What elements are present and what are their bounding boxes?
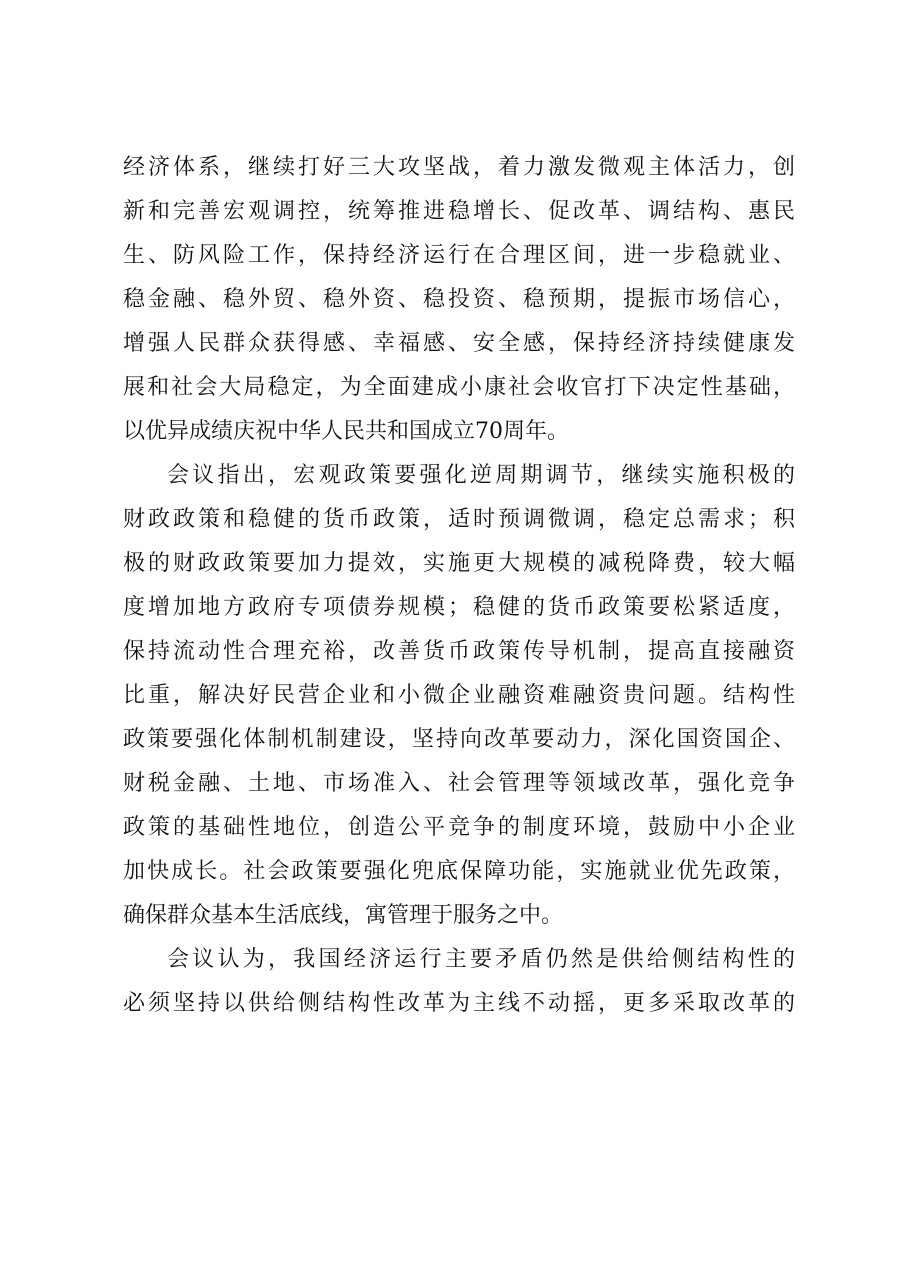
- text-line: 政策要强化体制机制建设，坚持向改革要动力，深化国资国企、: [123, 727, 795, 752]
- paragraph-2: [123, 454, 795, 938]
- text-line: 度增加地方政府专项债券规模；稳健的货币政策要松紧适度，: [123, 595, 795, 620]
- text-line: 加快成长。社会政策要强化兜底保障功能，实施就业优先政策，: [123, 859, 795, 884]
- text-line: 生、防风险工作，保持经济运行在合理区间，进一步稳就业、: [123, 243, 795, 268]
- text-line: 保持流动性合理充裕，改善货币政策传导机制，提高直接融资: [123, 639, 795, 664]
- text-line: 以优异成绩庆祝中华人民共和国成立70周年。: [123, 419, 569, 444]
- text-line: 增强人民群众获得感、幸福感、安全感，保持经济持续健康发: [123, 331, 795, 356]
- text-line: 政策的基础性地位，创造公平竞争的制度环境，鼓励中小企业: [123, 815, 795, 840]
- paragraph-3: [123, 938, 795, 1026]
- text-line: 经济体系，继续打好三大攻坚战，着力激发微观主体活力，创: [123, 155, 795, 180]
- text-line: 必须坚持以供给侧结构性改革为主线不动摇，更多采取改革的: [123, 991, 795, 1016]
- text-line: 极的财政政策要加力提效，实施更大规模的减税降费，较大幅: [123, 551, 795, 576]
- text-line: 比重，解决好民营企业和小微企业融资难融资贵问题。结构性: [123, 683, 795, 708]
- text-line: 财税金融、土地、市场准入、社会管理等领域改革，强化竞争: [123, 771, 795, 796]
- text-line: 会议认为，我国经济运行主要矛盾仍然是供给侧结构性的: [167, 947, 795, 972]
- text-line: 财政政策和稳健的货币政策，适时预调微调，稳定总需求；积: [123, 507, 795, 532]
- paragraph-1: [123, 146, 795, 454]
- text-line: 新和完善宏观调控，统筹推进稳增长、促改革、调结构、惠民: [123, 199, 795, 224]
- text-line: 稳金融、稳外贸、稳外资、稳投资、稳预期，提振市场信心，: [123, 287, 795, 312]
- text-line: 确保群众基本生活底线，寓管理于服务之中。: [123, 903, 564, 928]
- document-body: [123, 146, 795, 1026]
- text-line: 会议指出，宏观政策要强化逆周期调节，继续实施积极的: [167, 463, 795, 488]
- text-line: 展和社会大局稳定，为全面建成小康社会收官打下决定性基础，: [123, 375, 795, 400]
